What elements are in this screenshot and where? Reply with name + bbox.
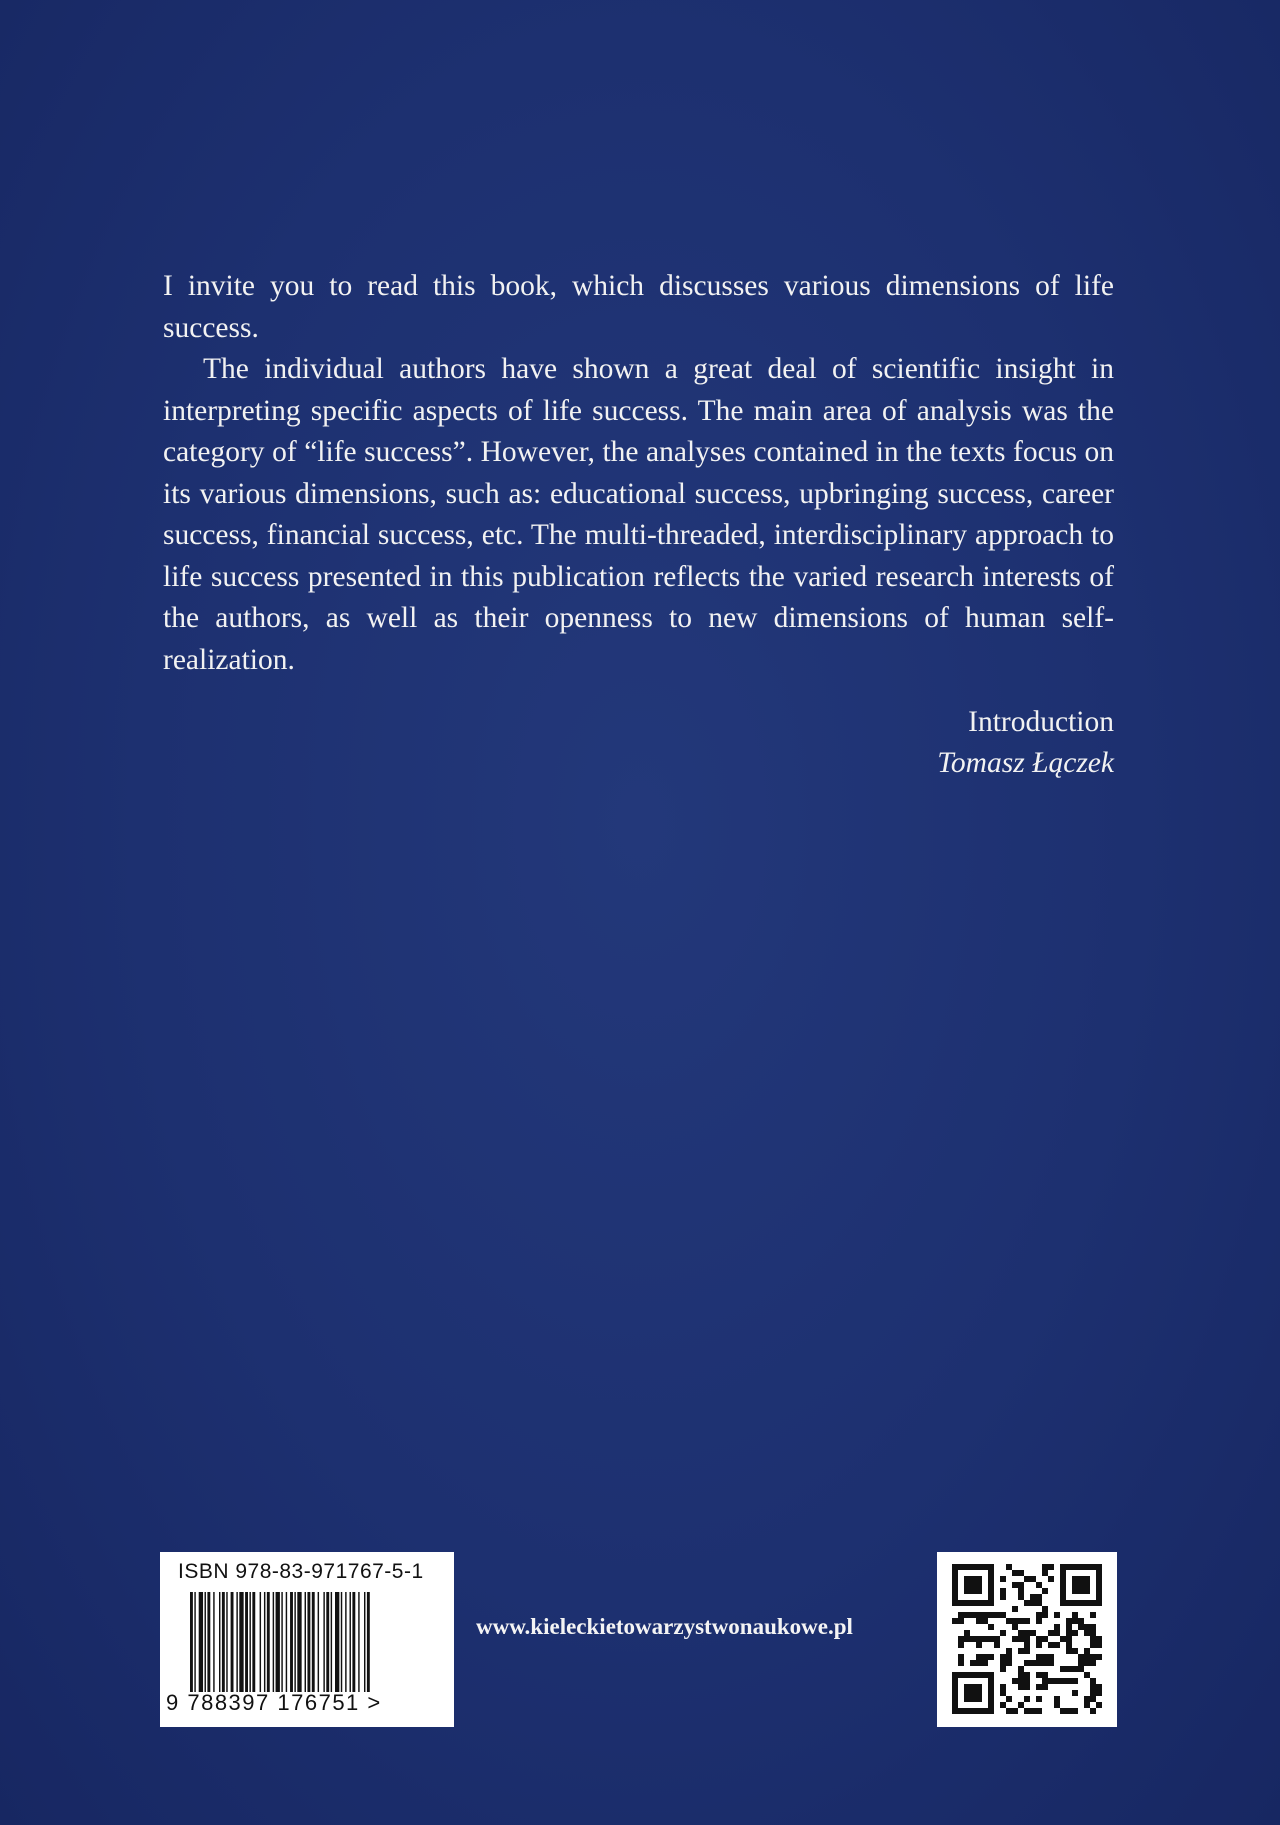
qr-module <box>1084 1660 1090 1666</box>
qr-module <box>1018 1678 1024 1684</box>
qr-module <box>1072 1708 1078 1714</box>
qr-module <box>1060 1708 1066 1714</box>
qr-module <box>1030 1708 1036 1714</box>
qr-module <box>1048 1642 1054 1648</box>
qr-module <box>1036 1660 1042 1666</box>
qr-finder <box>964 1576 982 1594</box>
qr-module <box>1036 1696 1042 1702</box>
qr-module <box>1078 1618 1084 1624</box>
qr-module <box>1006 1648 1012 1654</box>
qr-module <box>1048 1678 1054 1684</box>
qr-module <box>1030 1630 1036 1636</box>
qr-module <box>1000 1666 1006 1672</box>
qr-module <box>1024 1642 1030 1648</box>
qr-module <box>1042 1636 1048 1642</box>
qr-module <box>1036 1642 1042 1648</box>
barcode-bar <box>335 1592 339 1692</box>
qr-module <box>1066 1678 1072 1684</box>
barcode-bar <box>326 1592 329 1692</box>
qr-module <box>1006 1618 1012 1624</box>
qr-module <box>1072 1630 1078 1636</box>
attribution-author: Tomasz Łączek <box>937 747 1114 779</box>
qr-module <box>1042 1606 1048 1612</box>
qr-module <box>1084 1672 1090 1678</box>
qr-module <box>1036 1594 1042 1600</box>
qr-module <box>1000 1660 1006 1666</box>
qr-module <box>1090 1696 1096 1702</box>
qr-module <box>1018 1636 1024 1642</box>
barcode-icon <box>190 1592 422 1692</box>
barcode-bar <box>312 1592 315 1692</box>
qr-module <box>1054 1624 1060 1630</box>
qr-module <box>1066 1648 1072 1654</box>
qr-module <box>976 1642 982 1648</box>
barcode-bar <box>367 1592 370 1692</box>
qr-module <box>1060 1636 1066 1642</box>
isbn-label: ISBN 978-83-971767-5-1 <box>178 1560 424 1583</box>
qr-module <box>1060 1678 1066 1684</box>
qr-module <box>1090 1636 1096 1642</box>
qr-module <box>1036 1612 1042 1618</box>
qr-module <box>1090 1612 1096 1618</box>
qr-module <box>1078 1624 1084 1630</box>
qr-module <box>1036 1684 1042 1690</box>
qr-module <box>1012 1606 1018 1612</box>
qr-module <box>1054 1630 1060 1636</box>
qr-module <box>964 1612 970 1618</box>
qr-module <box>1012 1678 1018 1684</box>
qr-module <box>1000 1594 1006 1600</box>
qr-module <box>1012 1618 1018 1624</box>
attribution-source: Introduction <box>968 706 1114 738</box>
qr-module <box>958 1642 964 1648</box>
qr-module <box>1018 1582 1024 1588</box>
barcode-bar <box>273 1592 274 1692</box>
qr-module <box>1018 1666 1024 1672</box>
qr-module <box>958 1654 964 1660</box>
qr-module <box>1096 1654 1102 1660</box>
qr-module <box>1012 1636 1018 1642</box>
qr-module <box>1042 1660 1048 1666</box>
qr-module <box>988 1636 994 1642</box>
qr-module <box>1000 1576 1006 1582</box>
qr-module <box>1090 1708 1096 1714</box>
barcode-bar <box>267 1592 270 1692</box>
qr-module <box>1024 1696 1030 1702</box>
qr-module <box>1030 1576 1036 1582</box>
barcode-bar <box>290 1592 293 1692</box>
qr-code-box <box>937 1552 1117 1727</box>
qr-module <box>1018 1618 1024 1624</box>
qr-module <box>1078 1660 1084 1666</box>
barcode-bar <box>222 1592 225 1692</box>
qr-module <box>1084 1696 1090 1702</box>
qr-module <box>1012 1708 1018 1714</box>
qr-finder <box>1072 1576 1090 1594</box>
qr-module <box>1042 1588 1048 1594</box>
qr-module <box>1024 1678 1030 1684</box>
qr-module <box>994 1636 1000 1642</box>
qr-module <box>1048 1576 1054 1582</box>
qr-module <box>1096 1642 1102 1648</box>
qr-module <box>1024 1708 1030 1714</box>
qr-module <box>1066 1642 1072 1648</box>
qr-module <box>958 1612 964 1618</box>
qr-module <box>1036 1618 1042 1624</box>
qr-module <box>976 1660 982 1666</box>
qr-module <box>1000 1702 1006 1708</box>
barcode-bar <box>286 1592 287 1692</box>
qr-module <box>1048 1660 1054 1666</box>
barcode-bar <box>205 1592 206 1692</box>
qr-module <box>1096 1636 1102 1642</box>
qr-module <box>1084 1654 1090 1660</box>
qr-module <box>994 1642 1000 1648</box>
qr-module <box>1042 1612 1048 1618</box>
qr-module <box>1072 1618 1078 1624</box>
qr-module <box>1090 1624 1096 1630</box>
qr-module <box>994 1612 1000 1618</box>
barcode-bar <box>297 1592 301 1692</box>
qr-module <box>958 1660 964 1666</box>
qr-module <box>1000 1588 1006 1594</box>
qr-module <box>1042 1672 1048 1678</box>
barcode-bar <box>294 1592 295 1692</box>
qr-module <box>958 1618 964 1624</box>
blurb-paragraph-1: I invite you to read this book, which discusses various dimensions of life success. <box>163 270 1114 344</box>
qr-module <box>1054 1696 1060 1702</box>
barcode-bar <box>219 1592 220 1692</box>
qr-module <box>1072 1666 1078 1672</box>
barcode-bar <box>318 1592 319 1692</box>
qr-module <box>970 1660 976 1666</box>
attribution <box>937 702 1114 784</box>
qr-module <box>1096 1702 1102 1708</box>
qr-module <box>1090 1690 1096 1696</box>
barcode-bar <box>207 1592 210 1692</box>
qr-module <box>1012 1624 1018 1630</box>
qr-module <box>1006 1708 1012 1714</box>
qr-module <box>1018 1702 1024 1708</box>
qr-module <box>1072 1612 1078 1618</box>
qr-module <box>1054 1642 1060 1648</box>
blurb <box>163 266 1114 681</box>
qr-module <box>1024 1630 1030 1636</box>
qr-module <box>1006 1660 1012 1666</box>
qr-module <box>964 1630 970 1636</box>
barcode-bar <box>345 1592 346 1692</box>
qr-module <box>1036 1636 1042 1642</box>
qr-module <box>1036 1582 1042 1588</box>
qr-module <box>1096 1690 1102 1696</box>
qr-module <box>1024 1618 1030 1624</box>
qr-module <box>1048 1654 1054 1660</box>
qr-module <box>1036 1654 1042 1660</box>
qr-code-icon <box>952 1564 1102 1714</box>
barcode-bar <box>281 1592 282 1692</box>
qr-module <box>1018 1672 1024 1678</box>
qr-module <box>1036 1600 1042 1606</box>
barcode-bar <box>276 1592 280 1692</box>
qr-module <box>1084 1702 1090 1708</box>
barcode-bar <box>364 1592 365 1692</box>
qr-module <box>1048 1564 1054 1570</box>
qr-module <box>1066 1636 1072 1642</box>
qr-module <box>1060 1666 1066 1672</box>
barcode-bar <box>199 1592 203 1692</box>
qr-module <box>964 1636 970 1642</box>
qr-module <box>1030 1600 1036 1606</box>
qr-module <box>1054 1678 1060 1684</box>
qr-module <box>1018 1648 1024 1654</box>
qr-module <box>1024 1576 1030 1582</box>
website-url[interactable]: www.kieleckietowarzystwonaukowe.pl <box>476 1614 853 1639</box>
qr-module <box>1006 1654 1012 1660</box>
barcode-bar <box>260 1592 261 1692</box>
qr-module <box>1000 1684 1006 1690</box>
qr-module <box>1066 1618 1072 1624</box>
qr-module <box>982 1654 988 1660</box>
qr-module <box>1090 1654 1096 1660</box>
qr-module <box>976 1636 982 1642</box>
barcode-bar <box>358 1592 359 1692</box>
qr-module <box>1036 1672 1042 1678</box>
qr-module <box>1024 1600 1030 1606</box>
barcode-bar <box>323 1592 324 1692</box>
barcode-bar <box>236 1592 237 1692</box>
qr-module <box>1000 1612 1006 1618</box>
isbn-barcode-box <box>160 1552 454 1727</box>
qr-module <box>1078 1666 1084 1672</box>
qr-module <box>1072 1678 1078 1684</box>
qr-module <box>1042 1654 1048 1660</box>
qr-module <box>982 1618 988 1624</box>
barcode-digits: 9 788397 176751 > <box>166 1690 382 1715</box>
qr-module <box>988 1654 994 1660</box>
qr-module <box>1036 1708 1042 1714</box>
qr-module <box>1042 1678 1048 1684</box>
qr-module <box>970 1636 976 1642</box>
qr-module <box>1066 1708 1072 1714</box>
qr-module <box>1090 1678 1096 1684</box>
qr-module <box>976 1654 982 1660</box>
barcode-bar <box>350 1592 351 1692</box>
qr-module <box>952 1618 958 1624</box>
barcode-bar <box>190 1592 193 1692</box>
qr-module <box>1042 1570 1048 1576</box>
qr-module <box>1090 1630 1096 1636</box>
barcode-bar <box>264 1592 265 1692</box>
barcode-bar <box>194 1592 195 1692</box>
qr-module <box>1030 1660 1036 1666</box>
qr-module <box>1024 1636 1030 1642</box>
qr-module <box>1054 1612 1060 1618</box>
qr-module <box>1006 1564 1012 1570</box>
qr-module <box>976 1612 982 1618</box>
qr-module <box>988 1612 994 1618</box>
qr-module <box>1018 1594 1024 1600</box>
qr-module <box>1024 1648 1030 1654</box>
qr-module <box>1012 1570 1018 1576</box>
qr-module <box>970 1612 976 1618</box>
qr-module <box>982 1660 988 1666</box>
qr-module <box>1078 1654 1084 1660</box>
qr-module <box>958 1636 964 1642</box>
barcode-bar <box>331 1592 332 1692</box>
barcode-bar <box>239 1592 243 1692</box>
qr-module <box>1048 1630 1054 1636</box>
qr-module <box>1090 1684 1096 1690</box>
qr-module <box>1012 1582 1018 1588</box>
qr-module <box>1000 1690 1006 1696</box>
qr-module <box>1084 1624 1090 1630</box>
barcode-bar <box>245 1592 248 1692</box>
qr-module <box>1066 1624 1072 1630</box>
barcode-bar <box>352 1592 355 1692</box>
qr-module <box>1018 1630 1024 1636</box>
qr-module <box>1042 1564 1048 1570</box>
qr-module <box>1030 1594 1036 1600</box>
qr-module <box>1006 1696 1012 1702</box>
qr-module <box>1084 1648 1090 1654</box>
qr-finder <box>964 1684 982 1702</box>
barcode-bar <box>231 1592 234 1692</box>
qr-module <box>1024 1684 1030 1690</box>
qr-module <box>1018 1684 1024 1690</box>
qr-module <box>1066 1630 1072 1636</box>
qr-module <box>988 1624 994 1630</box>
qr-module <box>1096 1684 1102 1690</box>
barcode-bar <box>341 1592 342 1692</box>
barcode-bar <box>213 1592 214 1692</box>
qr-module <box>1090 1660 1096 1666</box>
qr-module <box>1018 1588 1024 1594</box>
barcode-bar <box>226 1592 227 1692</box>
barcode-bar <box>307 1592 310 1692</box>
qr-module <box>976 1618 982 1624</box>
qr-module <box>1054 1702 1060 1708</box>
qr-module <box>982 1612 988 1618</box>
qr-module <box>1072 1648 1078 1654</box>
qr-module <box>1090 1642 1096 1648</box>
qr-module <box>1000 1654 1006 1660</box>
qr-module <box>1084 1630 1090 1636</box>
qr-module <box>982 1636 988 1642</box>
qr-module <box>1024 1672 1030 1678</box>
blurb-paragraph-2: The individual authors have shown a great deal of scientific insight in interpreting specific aspects of life success. The main area of analysis was the category of “life success”. However, the analyses contained in the texts focus on its various dimensions, such as: educational success, upbringing success, career success, financial success, etc. The multi-threaded, interdisciplinary approach to life success presented in this publication reflects the varied research interests of the authors, as well as their openness to new dimensions of human self-realization. <box>163 353 1114 676</box>
qr-module <box>1066 1666 1072 1672</box>
qr-module <box>1072 1690 1078 1696</box>
qr-module <box>1000 1630 1006 1636</box>
barcode-bar <box>252 1592 255 1692</box>
qr-module <box>1042 1684 1048 1690</box>
barcode-bar <box>305 1592 306 1692</box>
qr-module <box>1024 1660 1030 1666</box>
qr-module <box>1018 1570 1024 1576</box>
barcode-bar <box>249 1592 250 1692</box>
